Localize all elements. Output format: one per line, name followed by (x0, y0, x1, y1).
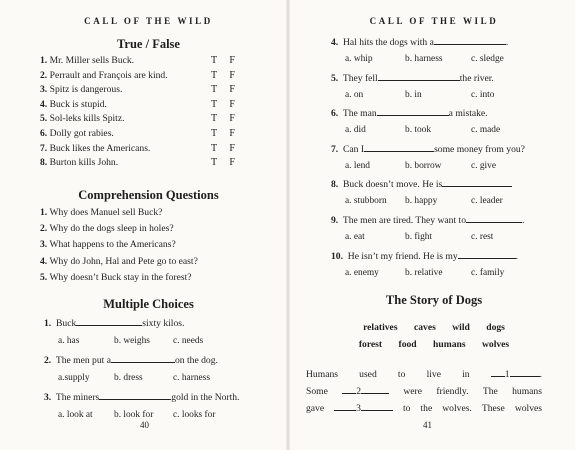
mc-option[interactable]: b. took (405, 125, 432, 136)
mc-options (331, 196, 561, 215)
comprehension-item: 1. Why does Manuel sell Buck? (40, 207, 163, 218)
mc-option[interactable]: b. look for (114, 410, 154, 420)
comprehension-item: 5. Why doesn’t Buck stay in the forest? (40, 271, 192, 283)
cloze-blank[interactable]: 1 . (491, 369, 542, 386)
mc-question: 3. The miners gold in the North. (44, 392, 240, 403)
comprehension-item: 4. Why do John, Hal and Pete go to east? (40, 255, 198, 267)
word-bank-row (289, 322, 575, 333)
tf-choice[interactable]: T F (211, 157, 240, 169)
mc-question: 4. Hal hits the dogs with a . (331, 37, 509, 48)
mc-option[interactable]: a. stubborn (345, 196, 387, 207)
tf-item: 5. Sol-leks kills Spitz. T F (40, 113, 240, 125)
word-bank-word: dogs (486, 322, 505, 333)
tf-item: 8. Burton kills John. T F (40, 157, 240, 169)
answer-blank[interactable] (111, 355, 175, 363)
mc-options (44, 373, 284, 392)
running-head: CALL OF THE WILD (369, 16, 499, 26)
story-of-dogs-title: The Story of Dogs (385, 293, 483, 307)
tf-choice[interactable]: T F (211, 55, 240, 66)
mc-option[interactable]: c. rest (471, 231, 494, 242)
true-false-title: True / False (117, 37, 180, 51)
mc-option[interactable]: b. weighs (114, 336, 150, 346)
comprehension-title: Comprehension Questions (78, 188, 219, 202)
mc-option[interactable]: a. on (345, 89, 364, 100)
word-bank-word: food (398, 339, 417, 350)
word-bank-word: wolves (481, 339, 510, 350)
answer-blank[interactable] (377, 108, 449, 116)
story-line: gave 3 to the wolves. These wolves (306, 403, 542, 420)
word-bank-word: humans (433, 339, 466, 350)
story-line: Some 2 were friendly. The humans (306, 386, 542, 403)
mc-option[interactable]: c. made (471, 125, 501, 136)
tf-choice[interactable]: T F (211, 98, 240, 110)
answer-blank[interactable] (434, 37, 506, 45)
mc-option[interactable]: a. lend (345, 160, 370, 171)
tf-choice[interactable]: T F (211, 84, 240, 96)
mc-option[interactable]: c. needs (173, 336, 204, 346)
multiple-choice-list (44, 318, 284, 429)
cloze-blank[interactable]: 3 (334, 403, 393, 420)
answer-blank[interactable] (76, 318, 142, 326)
tf-choice[interactable]: T F (211, 69, 240, 81)
story-line: Humans used to live in 1 . (306, 369, 542, 386)
mc-options (331, 232, 561, 251)
mc-option[interactable]: b. happy (405, 196, 438, 207)
mc-question: 2. The men put a on the dog. (44, 355, 218, 366)
answer-blank[interactable] (364, 144, 434, 152)
mc-options (331, 268, 561, 287)
answer-blank[interactable] (442, 179, 512, 187)
comprehension-list (40, 207, 280, 288)
tf-choice[interactable]: T F (211, 113, 240, 125)
mc-option[interactable]: a. enemy (345, 267, 379, 278)
word-bank-row (289, 339, 575, 350)
mc-question: 5. They fell the river. (331, 72, 494, 84)
mc-options (44, 410, 284, 429)
mc-option[interactable]: a. look at (58, 410, 93, 420)
mc-question: 6. The man a mistake. (331, 108, 488, 120)
mc-option[interactable]: b. harness (405, 54, 443, 64)
tf-item: 3. Spitz is dangerous. T F (40, 84, 240, 96)
tf-item: 4. Buck is stupid. T F (40, 98, 240, 110)
comprehension-item: 3. What happens to the Americans? (40, 239, 176, 251)
multiple-choices-title: Multiple Choices (103, 297, 194, 311)
mc-option[interactable]: c. into (471, 89, 495, 100)
tf-item: 2. Perrault and François are kind. T F (40, 69, 240, 81)
mc-option[interactable]: c. sledge (471, 54, 504, 64)
mc-option[interactable]: a.supply (58, 373, 90, 383)
answer-blank[interactable] (458, 251, 516, 259)
answer-blank[interactable] (378, 73, 460, 81)
mc-options (331, 125, 561, 144)
mc-question: 9. The men are tired. They want to . (331, 214, 525, 226)
page-number: 40 (140, 420, 149, 430)
multiple-choice-list-continued (331, 37, 561, 286)
comprehension-item: 2. Why do the dogs sleep in holes? (40, 223, 174, 235)
story-cloze-text (306, 369, 542, 419)
mc-question: 7. Can I some money from you? (331, 143, 525, 155)
mc-option[interactable]: c. leader (471, 196, 503, 207)
mc-options (331, 161, 561, 180)
tf-choice[interactable]: T F (211, 127, 240, 139)
mc-option[interactable]: a. eat (345, 231, 365, 242)
word-bank-word: wild (452, 322, 470, 333)
word-bank-word: forest (358, 339, 383, 350)
answer-blank[interactable] (99, 392, 171, 400)
mc-options (44, 336, 284, 355)
mc-options (331, 90, 561, 109)
mc-question: 1. Buck sixty kilos. (44, 318, 185, 329)
word-bank-word: relatives (363, 322, 398, 333)
cloze-blank[interactable]: 2 (342, 386, 389, 403)
mc-option[interactable]: b. relative (405, 267, 443, 278)
running-head: CALL OF THE WILD (84, 16, 213, 26)
answer-blank[interactable] (466, 215, 522, 223)
mc-option[interactable]: c. harness (173, 373, 210, 383)
mc-option[interactable]: a. did (345, 125, 366, 136)
mc-question: 10. He isn’t my friend. He is my . (331, 250, 519, 262)
mc-option[interactable]: a. whip (345, 54, 373, 64)
tf-item: 1. Mr. Miller sells Buck. T F (40, 55, 240, 66)
page-number: 41 (423, 420, 432, 430)
mc-option[interactable]: a. has (58, 336, 80, 346)
left-page (0, 0, 287, 450)
mc-option[interactable]: c. give (471, 160, 496, 171)
tf-item: 6. Dolly got rabies. T F (40, 127, 240, 139)
true-false-list (40, 55, 240, 172)
mc-option[interactable]: b. dress (114, 373, 143, 383)
mc-option[interactable]: b. fight (405, 231, 433, 242)
tf-item: 7. Buck likes the Americans. T F (40, 142, 240, 154)
mc-option[interactable]: b. in (405, 89, 422, 100)
mc-options (331, 54, 561, 73)
mc-option[interactable]: c. looks for (173, 410, 216, 420)
word-bank-word: caves (413, 322, 436, 333)
mc-question: 8. Buck doesn’t move. He is (331, 179, 561, 196)
mc-option[interactable]: b. borrow (405, 160, 442, 171)
mc-option[interactable]: c. family (471, 267, 505, 278)
tf-choice[interactable]: T F (211, 142, 240, 154)
